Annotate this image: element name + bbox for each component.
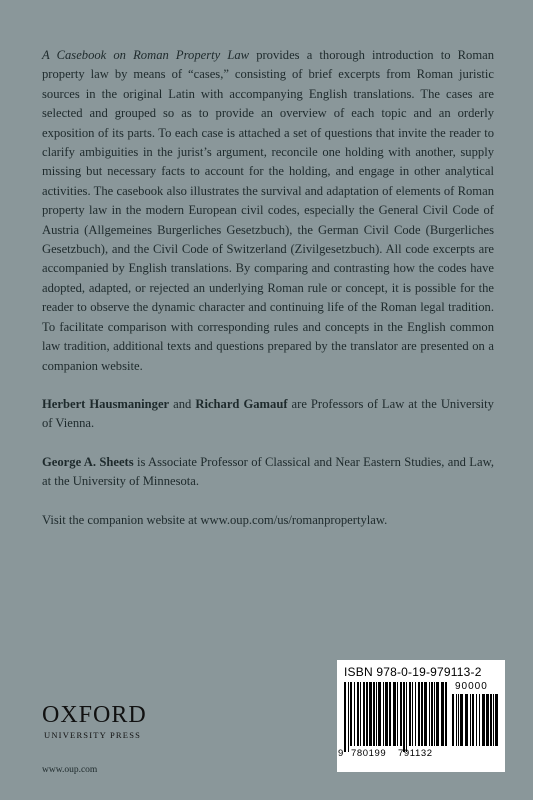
translator-paragraph xyxy=(42,453,494,492)
barcode-bar xyxy=(412,682,413,746)
barcode-bar xyxy=(458,694,459,746)
barcode-bar xyxy=(363,682,365,746)
translator-name: George A. Sheets xyxy=(42,454,134,469)
back-cover-text xyxy=(42,46,494,549)
barcode-bar xyxy=(418,682,420,746)
barcode-bar xyxy=(452,694,454,746)
barcode-bar xyxy=(486,694,489,746)
addon-number: 90000 xyxy=(455,681,488,692)
publisher-website: www.oup.com xyxy=(42,765,98,775)
barcode-bar xyxy=(431,682,433,746)
book-title: A Casebook on Roman Property Law xyxy=(42,48,250,62)
barcode-bar xyxy=(445,682,447,746)
barcode-bar xyxy=(490,694,492,746)
barcode-bar xyxy=(348,682,349,752)
website-note: Visit the companion website at www.oup.com/us/romanpropertylaw. xyxy=(42,512,388,527)
barcode-bar xyxy=(385,682,388,746)
barcode-bar xyxy=(400,682,402,746)
description-body: provides a thorough introduction to Roman property law by means of “cases,” consisting of brief excerpts from Roman juristic sources in the original Latin with accompanying English translations. The cases are selected and grouped so as to provide an overview of each topic and an orderly exposition of its parts. To each case is attached a set of questions that invite the reader to clarify ambiguities in the jurist’s argument, reconcile one holding with another, supply missing but necessary facts to account for the holding, and engage in other analytical activities. The casebook also illustrates the survival and adaptation of elements of Roman property law in the modern European civil codes, especially the General Civil Code of Austria (Allgemeines Burgerliches Gesetzbuch), the German Civil Code (Burgerliches Gesetzbuch), and the Civil Code of Switzerland (Zivilgesetzbuch). All code excerpts are accompanied by English translations. By comparing and contrasting how the codes have adopted, adapted, or rejected an underlying Roman rule or concept, it is possible for the reader to observe the dynamic character and continuing life of the Roman legal tradition. To facilitate comparison with corresponding rules and concepts in the English common law tradition, additional texts and questions prepared by the translator are presented on a companion website. xyxy=(42,48,495,373)
barcode-bar xyxy=(357,682,359,746)
barcode-bar xyxy=(376,682,377,746)
barcode-bar xyxy=(378,682,381,746)
barcode-bar xyxy=(403,682,405,752)
barcode-bar xyxy=(479,694,480,746)
barcode-bar xyxy=(421,682,423,746)
barcode-bar xyxy=(344,682,346,752)
barcode-bar xyxy=(350,682,352,746)
barcode-bar xyxy=(389,682,391,746)
barcode-bar xyxy=(460,694,463,746)
barcode-bar xyxy=(456,694,457,746)
barcode-bar xyxy=(354,682,355,746)
barcode-bar xyxy=(373,682,375,746)
barcode-bar xyxy=(409,682,411,746)
barcode-bar xyxy=(472,694,474,746)
addon-barcode-bars xyxy=(452,694,498,752)
translator-bio: is Associate Professor of Classical and Near Eastern Studies, and Law, at the University of Minnesota. xyxy=(42,454,494,489)
barcode-bar xyxy=(406,682,407,752)
author-name: Richard Gamauf xyxy=(195,396,288,411)
barcode-bar xyxy=(393,682,396,746)
authors-bio: are Professors of Law at the University of Vienna. xyxy=(42,396,494,431)
barcode-bar xyxy=(495,694,498,746)
barcode-bar xyxy=(429,682,430,746)
barcode-bar xyxy=(434,682,435,746)
barcode-digit-first: 9 xyxy=(338,748,344,759)
barcode-bar xyxy=(436,682,439,746)
barcode-digits-right: 791132 xyxy=(398,748,433,759)
barcode-bar xyxy=(441,682,444,746)
barcode-bar xyxy=(476,694,477,746)
barcode-digits-left: 780199 xyxy=(351,748,387,759)
barcode-bar xyxy=(366,682,368,746)
barcode-bar xyxy=(493,694,494,746)
author-name: Herbert Hausmaninger xyxy=(42,396,170,411)
isbn-label: ISBN 978-0-19-979113-2 xyxy=(344,665,482,679)
barcode-bars xyxy=(344,682,448,752)
oxford-logo: OXFORD xyxy=(42,702,147,728)
authors-paragraph: Herbert Hausmaninger and Richard Gamauf are Professors of Law at the University of Vienna. xyxy=(42,396,494,431)
barcode-bar xyxy=(397,682,398,746)
barcode-bar xyxy=(415,682,416,746)
barcode-bar xyxy=(383,682,384,746)
barcode-box xyxy=(337,660,505,772)
barcode-bar xyxy=(465,694,468,746)
description-paragraph xyxy=(42,46,494,376)
barcode-bar xyxy=(369,682,372,746)
barcode-bar xyxy=(360,682,361,746)
barcode-bar xyxy=(424,682,427,746)
barcode-bar xyxy=(470,694,471,746)
barcode-bar xyxy=(482,694,485,746)
university-press-logo: UNIVERSITY PRESS xyxy=(44,730,142,740)
